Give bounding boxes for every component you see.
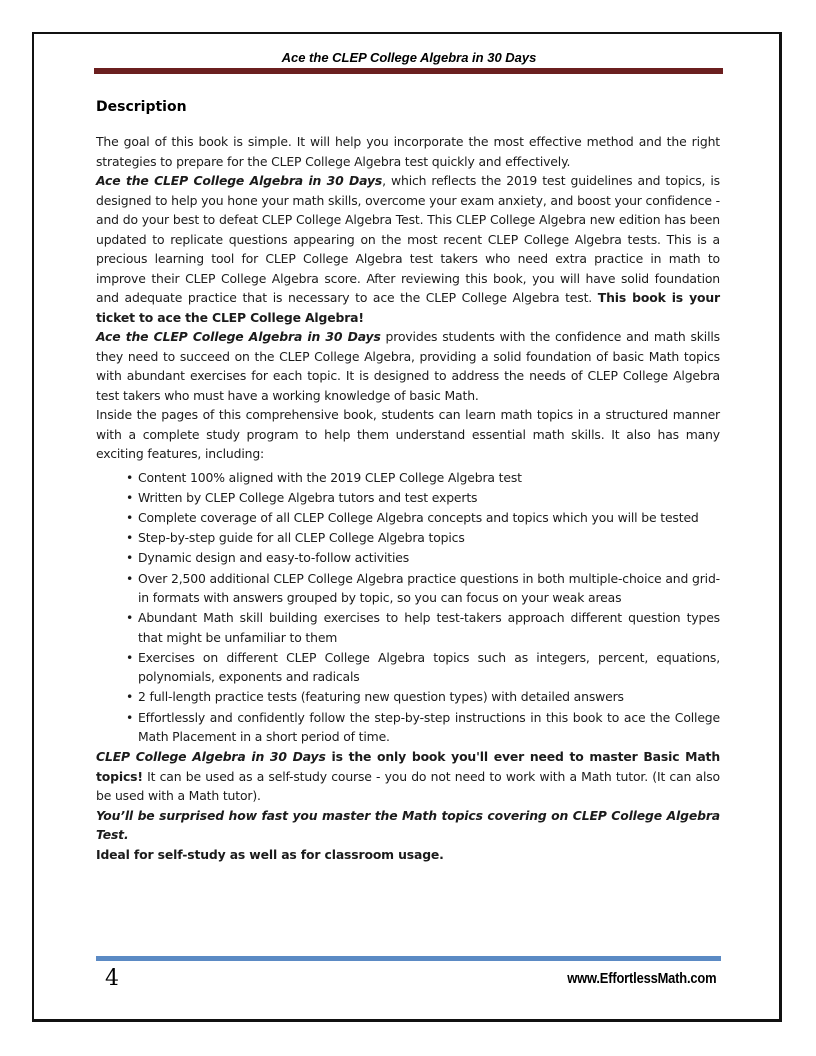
bullet-icon: • [126, 649, 134, 665]
list-item: • Written by CLEP College Algebra tutors and test experts [96, 488, 720, 507]
list-item: • Effortlessly and confidently follow the step-by-step instructions in this book to ace the College Math Placement in a short period of time. [126, 709, 720, 744]
bullet-icon: • [126, 550, 134, 566]
bullet-icon: • [126, 530, 134, 546]
section-heading: Description [96, 99, 187, 115]
closing-paragraph [96, 747, 720, 806]
page-number: 4 [105, 966, 119, 991]
running-header-title: Ace the CLEP College Algebra in 30 Days [281, 50, 537, 65]
overview-text: , which reflects the 2019 test guidelines and topics, is designed to help you hone your math skills, overcome your exam anxiety, and boost your confidence - and do your best to defeat CLEP College Algebra Test. This CLEP College Algebra new edition has been updated to replicate questions appearing on the most recent CLEP College Algebra tests. This is a precious learning tool for CLEP College Algebra test takers who need extra practice in math to improve their CLEP College Algebra score. After reviewing this book, you will have solid foundation and adequate practice that is necessary to ace the CLEP College Algebra test. [96, 173, 720, 305]
book-title-emphasis: CLEP College Algebra in 30 Days [96, 749, 326, 765]
list-item: • Step-by-step guide for all CLEP College Algebra topics [96, 528, 720, 547]
features-list [96, 468, 720, 747]
website-link[interactable]: www.EffortlessMath.com [566, 970, 716, 987]
bullet-icon: • [126, 610, 134, 626]
bullet-icon: • [126, 709, 134, 725]
book-title-emphasis: Ace the CLEP College Algebra in 30 Days [96, 329, 381, 344]
bullet-icon: • [126, 469, 134, 485]
footer-divider [96, 956, 721, 961]
confidence-paragraph [96, 327, 720, 405]
list-item: • Over 2,500 additional CLEP College Algebra practice questions in both multiple-choice and grid-in formats with answers grouped by topic, so you can focus on your weak areas [126, 570, 720, 605]
header-divider [94, 68, 723, 74]
list-item: • Content 100% aligned with the 2019 CLEP College Algebra test [96, 468, 720, 487]
only-book-callout: is the only book you'll ever need to master Basic Math topics! [96, 749, 720, 784]
confidence-text: provides students with the confidence and math skills they need to succeed on the CLEP College Algebra, providing a solid foundation of basic Math topics with abundant exercises for each topic. It is designed to address the needs of CLEP College Algebra test takers who must have a working knowledge of basic Math. [96, 329, 720, 403]
list-item: • Complete coverage of all CLEP College Algebra concepts and topics which you will be tested [96, 508, 720, 527]
closing-text: It can be used as a self-study course - you do not need to work with a Math tutor. (It can also be used with a Math tutor). [96, 768, 720, 804]
bullet-icon: • [126, 509, 134, 525]
overview-paragraph [96, 171, 720, 327]
book-title-emphasis: Ace the CLEP College Algebra in 30 Days [96, 173, 383, 188]
list-item: • Abundant Math skill building exercises to help test-takers approach different question types that might be unfamiliar to them [126, 610, 720, 645]
bullet-icon: • [126, 689, 134, 705]
intro-paragraph: The goal of this book is simple. It will help you incorporate the most effective method and the right strategies to prepare for the CLEP College Algebra test quickly and effectively. [96, 134, 720, 169]
ticket-callout: This book is your ticket to ace the CLEP College Algebra! [96, 290, 720, 325]
list-item: • Exercises on different CLEP College Algebra topics such as integers, percent, equations, polynomials, exponents and radicals [126, 649, 720, 685]
surprise-callout: You’ll be surprised how fast you master the Math topics covering on CLEP College Algebra Test. [96, 807, 720, 843]
bullet-icon: • [126, 570, 134, 586]
description-body [96, 132, 720, 864]
list-item: • 2 full-length practice tests (featuring new question types) with detailed answers [96, 687, 720, 706]
list-item: • Dynamic design and easy-to-follow activities [96, 548, 720, 567]
ideal-usage-callout: Ideal for self-study as well as for classroom usage. [96, 846, 444, 862]
features-intro-paragraph: Inside the pages of this comprehensive book, students can learn math topics in a structured manner with a complete study program to help them understand essential math skills. It also has many exciting features, including: [96, 407, 720, 461]
final-paragraph [96, 806, 720, 865]
bullet-icon: • [126, 489, 134, 505]
